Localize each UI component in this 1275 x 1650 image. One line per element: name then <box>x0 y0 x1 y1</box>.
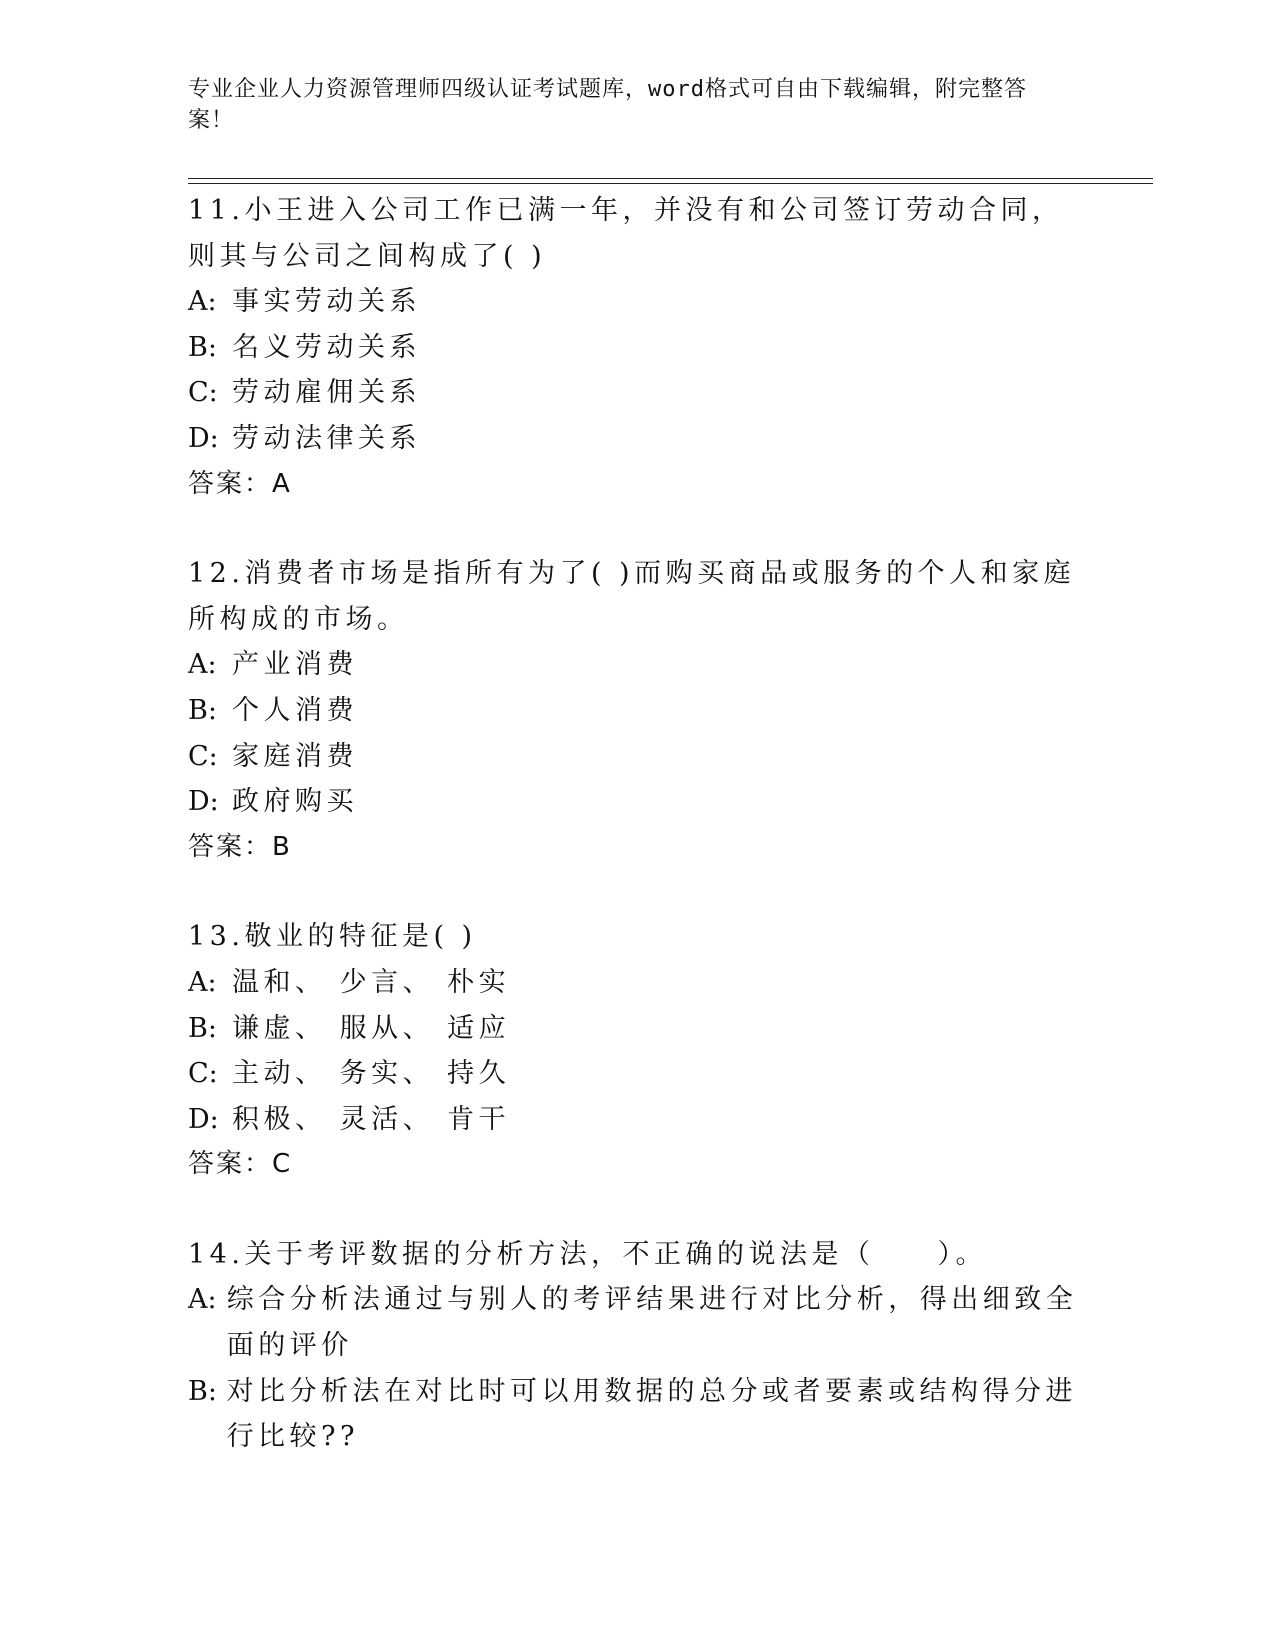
option-label: B: <box>188 1012 217 1044</box>
option-text: 对比分析法在对比时可以用数据的总分或者要素或结构得分进行比较?? <box>226 1375 1078 1453</box>
option-text: 事实劳动关系 <box>232 286 421 318</box>
option-b <box>188 1006 1088 1052</box>
option-text: 劳动雇佣关系 <box>232 377 421 409</box>
option-a <box>188 960 1088 1006</box>
question-stem: 13.敬业的特征是( ) <box>188 921 477 953</box>
option-d <box>188 779 1088 825</box>
answer-line: 答案：C <box>188 1149 293 1180</box>
option-text: 名义劳动关系 <box>232 331 421 363</box>
option-a <box>188 279 1088 325</box>
option-a <box>188 1277 1088 1368</box>
option-label: D: <box>188 786 219 818</box>
option-c <box>188 1051 1088 1097</box>
option-a <box>188 642 1088 688</box>
option-text: 劳动法律关系 <box>232 422 421 454</box>
answer-line: 答案：B <box>188 831 292 862</box>
question-13 <box>188 914 1088 1188</box>
document-header: 专业企业人力资源管理师四级认证考试题库，word格式可自由下载编辑，附完整答案！ <box>188 77 1027 133</box>
option-text: 综合分析法通过与别人的考评结果进行对比分析，得出细致全面的评价 <box>226 1284 1078 1362</box>
option-b <box>188 688 1088 734</box>
question-stem: 12.消费者市场是指所有为了( )而购买商品或服务的个人和家庭所构成的市场。 <box>188 558 1076 635</box>
option-b <box>188 1369 1088 1460</box>
header-divider-secondary <box>188 183 1153 184</box>
option-label: A: <box>188 286 217 318</box>
header-divider <box>188 178 1153 179</box>
option-d <box>188 416 1088 462</box>
option-text: 温和、 少言、 朴实 <box>232 966 511 998</box>
option-label: A: <box>188 649 217 681</box>
question-12 <box>188 551 1088 870</box>
option-label: C: <box>188 377 218 409</box>
option-text: 积极、 灵活、 肯干 <box>232 1103 511 1135</box>
question-11 <box>188 188 1088 507</box>
question-stem: 14.关于考评数据的分析方法，不正确的说法是（ ）。 <box>188 1238 987 1270</box>
option-d <box>188 1097 1088 1143</box>
option-label: B: <box>188 331 217 363</box>
option-text: 谦虚、 服从、 适应 <box>232 1012 511 1044</box>
option-label: A: <box>188 1284 217 1316</box>
option-text: 政府购买 <box>232 786 358 818</box>
option-text: 家庭消费 <box>232 740 358 772</box>
option-label: C: <box>188 1058 218 1090</box>
option-label: C: <box>188 740 218 772</box>
question-14 <box>188 1232 1088 1460</box>
question-list <box>188 188 1088 1460</box>
option-label: B: <box>188 1375 217 1407</box>
question-stem: 11.小王进入公司工作已满一年，并没有和公司签订劳动合同，则其与公司之间构成了( ) <box>188 195 1064 272</box>
option-c <box>188 734 1088 780</box>
answer-line: 答案：A <box>188 468 292 499</box>
option-label: D: <box>188 422 219 454</box>
option-text: 主动、 务实、 持久 <box>232 1058 511 1090</box>
option-label: B: <box>188 694 217 726</box>
option-b <box>188 325 1088 371</box>
option-label: D: <box>188 1103 219 1135</box>
option-text: 产业消费 <box>232 649 358 681</box>
option-c <box>188 370 1088 416</box>
option-text: 个人消费 <box>232 694 358 726</box>
option-label: A: <box>188 966 217 998</box>
